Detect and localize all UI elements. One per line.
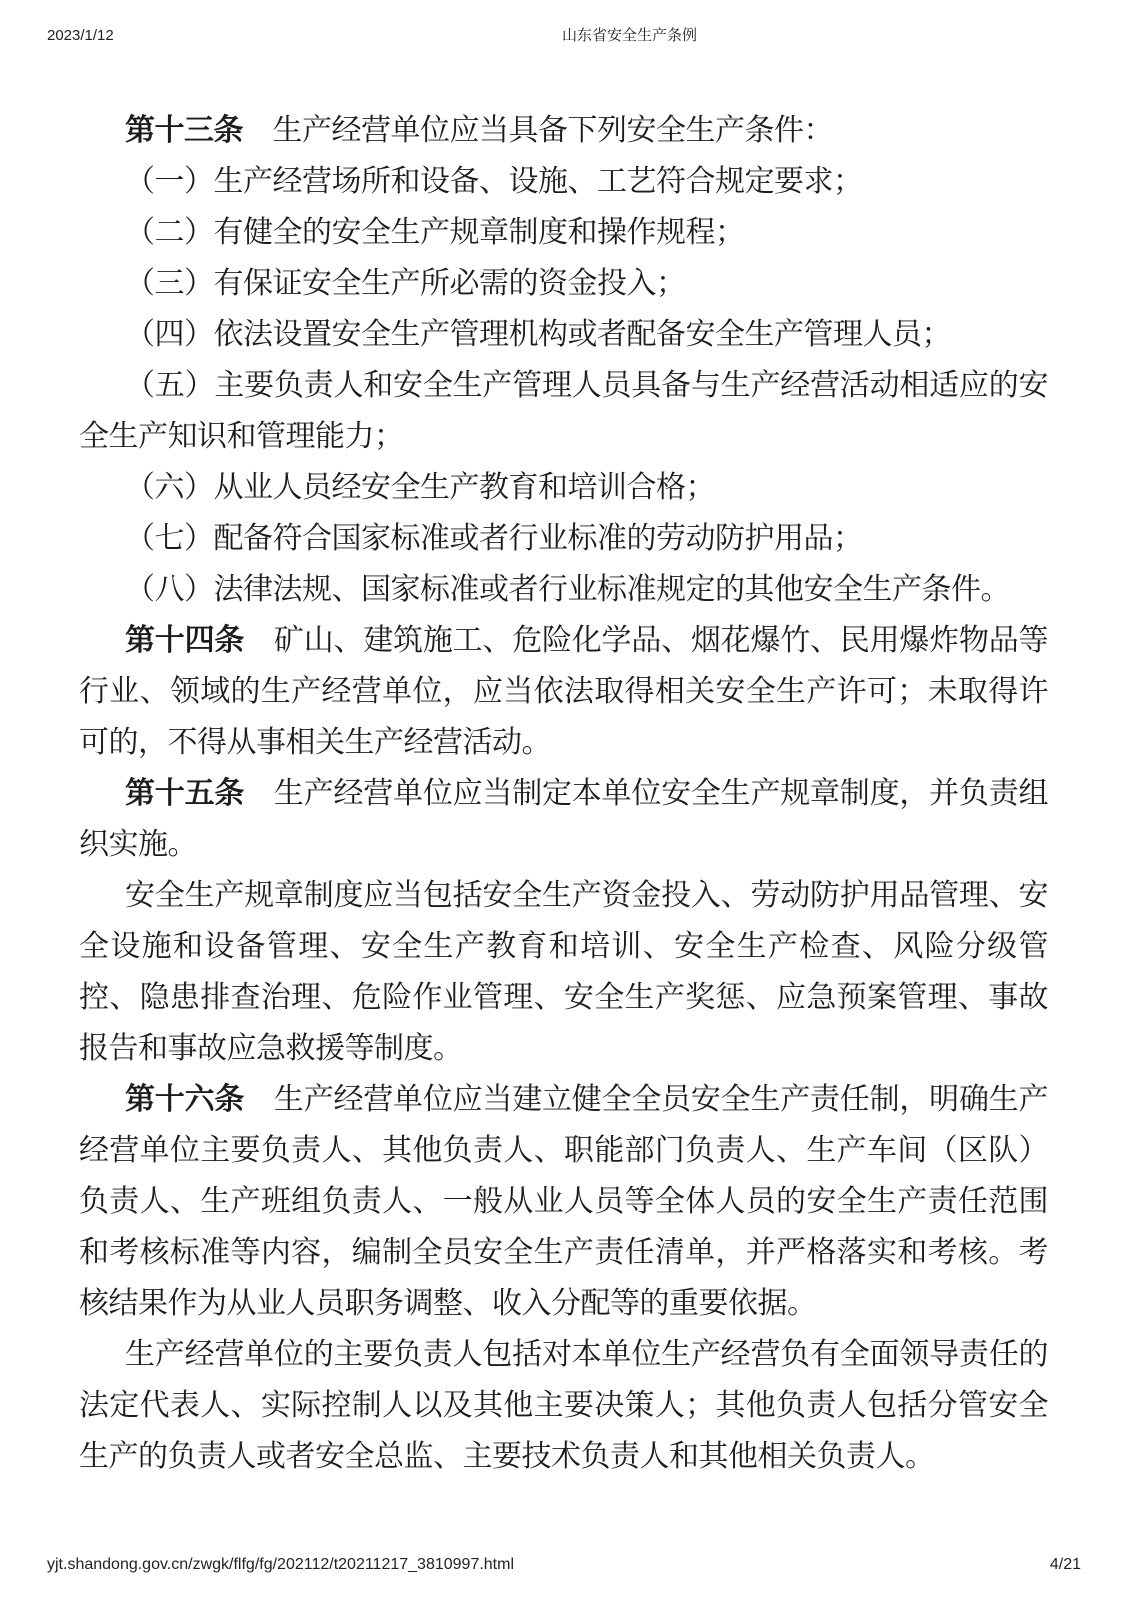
article-number: 第十三条	[125, 114, 243, 147]
print-footer	[47, 1556, 1081, 1578]
print-date: 2023/1/12	[47, 27, 114, 44]
body-paragraph: （六）从业人员经安全生产教育和培训合格；	[125, 471, 715, 504]
body-paragraph: 生产经营单位的主要负责人包括对本单位生产经营负有全面领导责任的法定代表人、实际控制人以及其他主要决策人；其他负责人包括分管安全生产的负责人或者安全总监、主要技术负责人和其他相关负责人。	[79, 1338, 1048, 1473]
body-paragraph: （一）生产经营场所和设备、设施、工艺符合规定要求；	[125, 165, 863, 198]
body-paragraph: 安全生产规章制度应当包括安全生产资金投入、劳动防护用品管理、安全设施和设备管理、安全生产教育和培训、安全生产检查、风险分级管控、隐患排查治理、危险作业管理、安全生产奖惩、应急预案管理、事故报告和事故应急救援等制度。	[79, 879, 1048, 1065]
body-paragraph: （五）主要负责人和安全生产管理人员具备与生产经营活动相适应的安全生产知识和管理能力；	[79, 369, 1048, 453]
body-paragraph: （四）依法设置安全生产管理机构或者配备安全生产管理人员；	[125, 318, 951, 351]
article-paragraph: 第十三条 生产经营单位应当具备下列安全生产条件：	[125, 114, 833, 147]
article-number: 第十五条	[125, 777, 245, 810]
document-body	[79, 105, 1048, 1482]
article-paragraph: 第十六条 生产经营单位应当建立健全全员安全生产责任制，明确生产经营单位主要负责人、其他负责人、职能部门负责人、生产车间（区队）负责人、生产班组负责人、一般从业人员等全体人员的安全生产责任范围和考核标准等内容，编制全员安全生产责任清单，并严格落实和考核。考核结果作为从业人员职务调整、收入分配等的重要依据。	[79, 1083, 1049, 1320]
source-url: yjt.shandong.gov.cn/zwgk/flfg/fg/202112/t20211217_3810997.html	[47, 1556, 515, 1573]
body-paragraph: （七）配备符合国家标准或者行业标准的劳动防护用品；	[125, 522, 863, 555]
document-title: 山东省安全生产条例	[562, 27, 698, 44]
body-paragraph: （八）法律法规、国家标准或者行业标准规定的其他安全生产条件。	[125, 573, 1010, 606]
body-paragraph: （二）有健全的安全生产规章制度和操作规程；	[125, 216, 745, 249]
article-paragraph: 第十五条 生产经营单位应当制定本单位安全生产规章制度，并负责组织实施。	[79, 777, 1049, 861]
page-indicator: 4/21	[1049, 1556, 1081, 1573]
article-number: 第十四条	[125, 624, 245, 657]
body-paragraph: （三）有保证安全生产所必需的资金投入；	[125, 267, 686, 300]
article-number: 第十六条	[125, 1083, 245, 1116]
article-paragraph: 第十四条 矿山、建筑施工、危险化学品、烟花爆竹、民用爆炸物品等行业、领域的生产经营单位，应当依法取得相关安全生产许可；未取得许可的，不得从事相关生产经营活动。	[79, 624, 1049, 759]
print-header	[47, 27, 1084, 47]
